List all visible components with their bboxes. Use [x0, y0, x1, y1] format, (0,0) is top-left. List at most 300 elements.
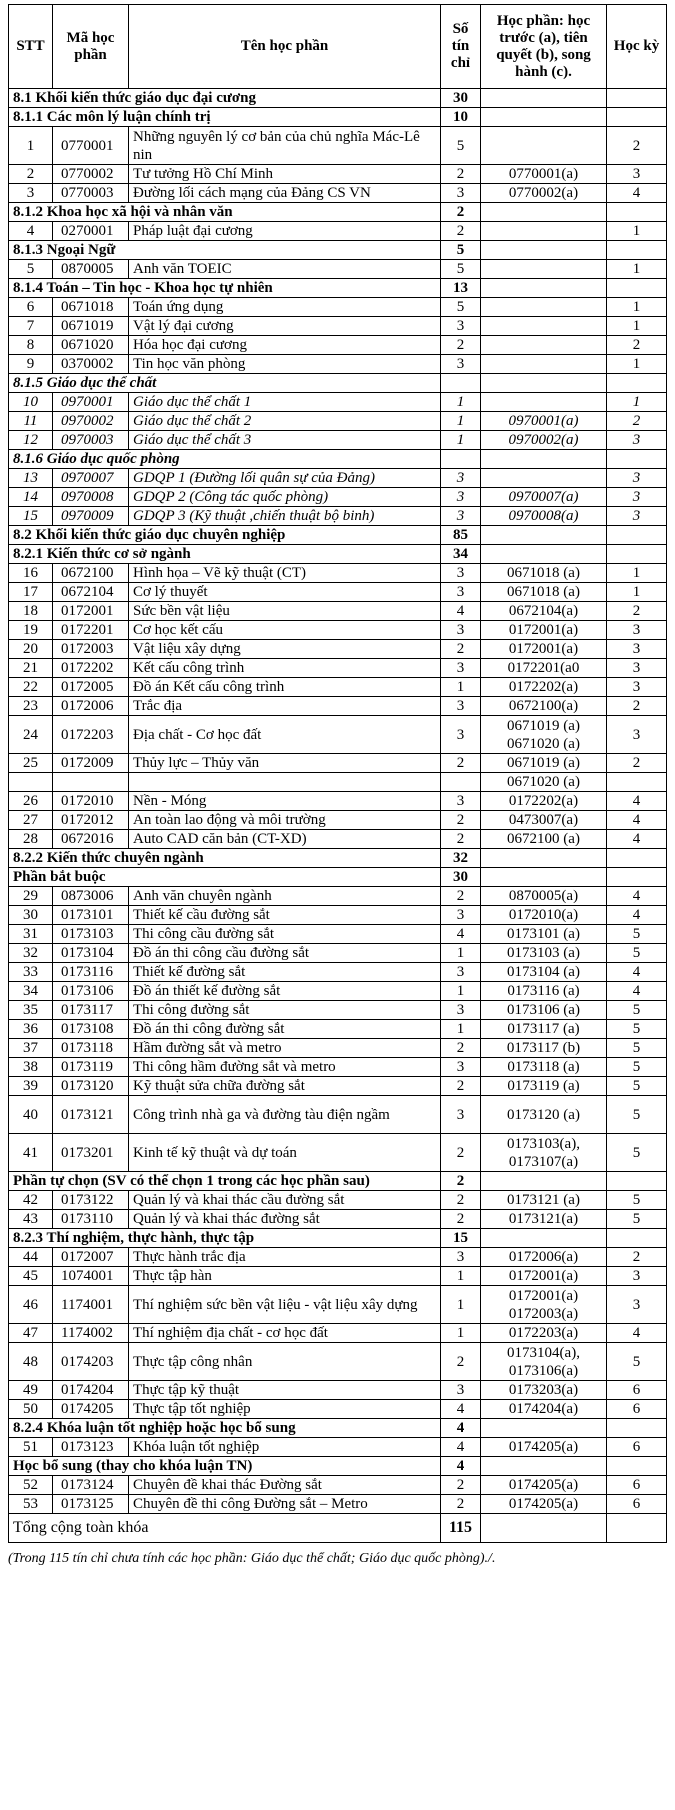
row-stt: 15 [9, 507, 53, 526]
row-stt: 5 [9, 260, 53, 279]
empty-cell [607, 241, 667, 260]
row-semester: 4 [607, 887, 667, 906]
row-course-name: Hầm đường sắt và metro [129, 1039, 441, 1058]
row-course-name: Thực hành trắc địa [129, 1248, 441, 1267]
row-course-name: Tin học văn phòng [129, 355, 441, 374]
row-stt: 18 [9, 602, 53, 621]
table-row [9, 260, 667, 279]
section-credits: 2 [441, 1172, 481, 1191]
table-row [9, 165, 667, 184]
row-stt: 38 [9, 1058, 53, 1077]
row-course-code: 0770002 [53, 165, 129, 184]
row-course-name: Thi công cầu đường sắt [129, 925, 441, 944]
row-prerequisites: 0173203(a) [481, 1381, 607, 1400]
row-course-name: Cơ lý thuyết [129, 583, 441, 602]
row-semester: 5 [607, 925, 667, 944]
row-course-code: 0173117 [53, 1001, 129, 1020]
row-credits: 2 [441, 1134, 481, 1172]
row-credits: 1 [441, 1324, 481, 1343]
row-course-code: 0173123 [53, 1438, 129, 1457]
row-prerequisites: 0173103(a), 0173107(a) [481, 1134, 607, 1172]
row-course-name: Khóa luận tốt nghiệp [129, 1438, 441, 1457]
row-credits: 3 [441, 488, 481, 507]
row-course-code: 0174204 [53, 1381, 129, 1400]
section-credits: 15 [441, 1229, 481, 1248]
section-row [9, 1457, 667, 1476]
row-prerequisites: 0970008(a) [481, 507, 607, 526]
empty-cell [607, 1457, 667, 1476]
table-row [9, 621, 667, 640]
row-stt: 34 [9, 982, 53, 1001]
section-credits [441, 374, 481, 393]
table-row [9, 317, 667, 336]
row-stt [9, 773, 53, 792]
row-semester: 2 [607, 602, 667, 621]
row-credits: 3 [441, 1381, 481, 1400]
row-course-code: 0173124 [53, 1476, 129, 1495]
row-prerequisites: 0173118 (a) [481, 1058, 607, 1077]
row-credits: 4 [441, 925, 481, 944]
row-credits: 2 [441, 165, 481, 184]
row-credits: 2 [441, 830, 481, 849]
row-stt: 16 [9, 564, 53, 583]
row-semester: 1 [607, 393, 667, 412]
row-credits: 1 [441, 1286, 481, 1324]
section-row [9, 203, 667, 222]
row-credits: 2 [441, 336, 481, 355]
row-semester: 1 [607, 222, 667, 241]
row-course-name: Đường lối cách mạng của Đảng CS VN [129, 184, 441, 203]
section-title: 8.1.2 Khoa học xã hội và nhân văn [9, 203, 441, 222]
row-stt: 32 [9, 944, 53, 963]
row-course-code: 0870005 [53, 260, 129, 279]
row-course-name: Thí nghiệm sức bền vật liệu - vật liệu xây dựng [129, 1286, 441, 1324]
row-course-name: Tư tưởng Hồ Chí Minh [129, 165, 441, 184]
empty-cell [481, 1457, 607, 1476]
row-prerequisites: 0173103 (a) [481, 944, 607, 963]
row-course-code: 0770001 [53, 127, 129, 165]
row-course-name: Đồ án thiết kế đường sắt [129, 982, 441, 1001]
row-stt: 50 [9, 1400, 53, 1419]
section-row [9, 241, 667, 260]
row-course-name: Đồ án Kết cấu công trình [129, 678, 441, 697]
header-prerequisites: Học phần: học trước (a), tiên quyết (b), song hành (c). [481, 5, 607, 89]
row-prerequisites [481, 336, 607, 355]
row-course-name: Giáo dục thể chất 1 [129, 393, 441, 412]
row-course-code: 0173101 [53, 906, 129, 925]
row-semester: 3 [607, 621, 667, 640]
row-prerequisites: 0172001(a) [481, 621, 607, 640]
row-stt: 6 [9, 298, 53, 317]
row-stt: 12 [9, 431, 53, 450]
row-stt: 27 [9, 811, 53, 830]
empty-cell [481, 203, 607, 222]
empty-cell [481, 1172, 607, 1191]
row-course-name: Thiết kế đường sắt [129, 963, 441, 982]
row-stt: 42 [9, 1191, 53, 1210]
row-credits: 5 [441, 260, 481, 279]
row-course-name: Thủy lực – Thủy văn [129, 754, 441, 773]
row-semester: 2 [607, 697, 667, 716]
row-credits: 3 [441, 184, 481, 203]
row-course-name: Đồ án thi công đường sắt [129, 1020, 441, 1039]
row-semester: 2 [607, 127, 667, 165]
section-row [9, 1172, 667, 1191]
section-title: 8.2.2 Kiến thức chuyên ngành [9, 849, 441, 868]
row-course-code: 0672100 [53, 564, 129, 583]
row-prerequisites: 0672100(a) [481, 697, 607, 716]
row-course-name: Quản lý và khai thác cầu đường sắt [129, 1191, 441, 1210]
row-prerequisites [481, 469, 607, 488]
row-course-name: Những nguyên lý cơ bản của chủ nghĩa Mác-Lê nin [129, 127, 441, 165]
row-stt: 46 [9, 1286, 53, 1324]
row-credits: 3 [441, 317, 481, 336]
row-prerequisites: 0671018 (a) [481, 583, 607, 602]
row-course-code: 0173108 [53, 1020, 129, 1039]
table-row [9, 1077, 667, 1096]
row-credits: 2 [441, 1191, 481, 1210]
row-course-name: Quản lý và khai thác đường sắt [129, 1210, 441, 1229]
row-course-name: Thí nghiệm địa chất - cơ học đất [129, 1324, 441, 1343]
section-row [9, 849, 667, 868]
row-semester: 4 [607, 906, 667, 925]
row-credits: 1 [441, 393, 481, 412]
row-course-name: Thi công hầm đường sắt và metro [129, 1058, 441, 1077]
row-semester: 4 [607, 982, 667, 1001]
table-row [9, 830, 667, 849]
row-prerequisites: 0770001(a) [481, 165, 607, 184]
table-row [9, 982, 667, 1001]
row-course-code: 0172005 [53, 678, 129, 697]
row-stt: 53 [9, 1495, 53, 1514]
row-stt: 31 [9, 925, 53, 944]
footnote: (Trong 115 tín chỉ chưa tính các học phần: Giáo dục thể chất; Giáo dục quốc phòng)./. [8, 1551, 496, 1566]
table-row [9, 488, 667, 507]
row-semester: 2 [607, 412, 667, 431]
row-stt: 19 [9, 621, 53, 640]
row-stt: 9 [9, 355, 53, 374]
table-row [9, 355, 667, 374]
row-course-name: GDQP 3 (Kỹ thuật ,chiến thuật bộ binh) [129, 507, 441, 526]
empty-cell [607, 1172, 667, 1191]
row-prerequisites: 0672100 (a) [481, 830, 607, 849]
row-credits: 1 [441, 944, 481, 963]
section-title: Học bổ sung (thay cho khóa luận TN) [9, 1457, 441, 1476]
row-prerequisites: 0172001(a) [481, 1267, 607, 1286]
table-row [9, 412, 667, 431]
row-course-code: 0970009 [53, 507, 129, 526]
row-course-code: 0172007 [53, 1248, 129, 1267]
table-row [9, 1210, 667, 1229]
section-credits: 2 [441, 203, 481, 222]
table-header-row [9, 5, 667, 89]
row-credits: 1 [441, 431, 481, 450]
empty-cell [481, 374, 607, 393]
row-credits: 3 [441, 792, 481, 811]
row-prerequisites: 0173117 (a) [481, 1020, 607, 1039]
row-credits: 2 [441, 1039, 481, 1058]
row-course-name: Kinh tế kỹ thuật và dự toán [129, 1134, 441, 1172]
row-semester: 2 [607, 336, 667, 355]
table-row [9, 1381, 667, 1400]
empty-cell [607, 1514, 667, 1543]
table-row [9, 1096, 667, 1134]
curriculum-table [8, 4, 667, 1543]
row-stt: 44 [9, 1248, 53, 1267]
row-course-code: 0173116 [53, 963, 129, 982]
row-credits: 2 [441, 222, 481, 241]
section-title: 8.1.6 Giáo dục quốc phòng [9, 450, 441, 469]
empty-cell [607, 849, 667, 868]
row-credits: 3 [441, 583, 481, 602]
row-credits: 2 [441, 1476, 481, 1495]
row-course-code: 0172001 [53, 602, 129, 621]
row-stt: 11 [9, 412, 53, 431]
section-row [9, 868, 667, 887]
row-prerequisites: 0671019 (a) [481, 754, 607, 773]
table-row [9, 754, 667, 773]
header-credits: Số tín chỉ [441, 5, 481, 89]
row-course-code: 0173118 [53, 1039, 129, 1058]
section-row [9, 450, 667, 469]
row-stt: 40 [9, 1096, 53, 1134]
section-credits: 13 [441, 279, 481, 298]
row-semester: 5 [607, 1134, 667, 1172]
table-row [9, 1324, 667, 1343]
section-credits: 4 [441, 1419, 481, 1438]
curriculum-document [8, 4, 666, 1567]
row-stt: 48 [9, 1343, 53, 1381]
row-credits: 3 [441, 469, 481, 488]
row-course-code: 0671018 [53, 298, 129, 317]
section-credits: 10 [441, 108, 481, 127]
table-row [9, 222, 667, 241]
empty-cell [481, 1229, 607, 1248]
row-stt: 10 [9, 393, 53, 412]
row-course-code: 0172201 [53, 621, 129, 640]
row-credits: 2 [441, 640, 481, 659]
row-course-name [129, 773, 441, 792]
row-course-code: 0172202 [53, 659, 129, 678]
header-semester: Học kỳ [607, 5, 667, 89]
section-title: 8.1 Khối kiến thức giáo dục đại cương [9, 89, 441, 108]
row-stt: 41 [9, 1134, 53, 1172]
table-row [9, 1495, 667, 1514]
section-row [9, 89, 667, 108]
row-course-name: Thực tập tốt nghiệp [129, 1400, 441, 1419]
table-row [9, 1248, 667, 1267]
row-course-code: 0671020 [53, 336, 129, 355]
row-semester: 4 [607, 963, 667, 982]
empty-cell [607, 279, 667, 298]
table-row [9, 906, 667, 925]
row-course-code: 0173201 [53, 1134, 129, 1172]
row-stt: 35 [9, 1001, 53, 1020]
section-title: 8.2.4 Khóa luận tốt nghiệp hoặc học bổ sung [9, 1419, 441, 1438]
empty-cell [481, 1419, 607, 1438]
table-row [9, 184, 667, 203]
header-course-code: Mã học phần [53, 5, 129, 89]
section-title: Phần tự chọn (SV có thể chọn 1 trong các học phần sau) [9, 1172, 441, 1191]
empty-cell [607, 1419, 667, 1438]
empty-cell [607, 1229, 667, 1248]
row-prerequisites: 0172006(a) [481, 1248, 607, 1267]
empty-cell [481, 545, 607, 564]
row-semester: 5 [607, 1096, 667, 1134]
row-credits: 1 [441, 678, 481, 697]
row-prerequisites: 0671020 (a) [481, 773, 607, 792]
table-row [9, 298, 667, 317]
row-credits: 4 [441, 1400, 481, 1419]
row-semester: 4 [607, 792, 667, 811]
section-credits: 32 [441, 849, 481, 868]
empty-cell [481, 241, 607, 260]
row-credits: 1 [441, 1020, 481, 1039]
empty-cell [607, 450, 667, 469]
section-credits: 30 [441, 868, 481, 887]
row-semester: 3 [607, 488, 667, 507]
empty-cell [481, 279, 607, 298]
row-stt: 37 [9, 1039, 53, 1058]
row-course-name: Kỹ thuật sửa chữa đường sắt [129, 1077, 441, 1096]
row-stt: 25 [9, 754, 53, 773]
row-credits: 3 [441, 1248, 481, 1267]
row-course-code: 0174205 [53, 1400, 129, 1419]
row-credits: 2 [441, 754, 481, 773]
row-credits: 3 [441, 355, 481, 374]
row-credits: 1 [441, 412, 481, 431]
row-course-code: 0173104 [53, 944, 129, 963]
table-row [9, 564, 667, 583]
row-stt: 52 [9, 1476, 53, 1495]
row-course-code: 0770003 [53, 184, 129, 203]
row-semester: 6 [607, 1381, 667, 1400]
table-row [9, 1438, 667, 1457]
row-semester: 3 [607, 640, 667, 659]
empty-cell [607, 108, 667, 127]
table-row [9, 659, 667, 678]
section-credits: 5 [441, 241, 481, 260]
row-prerequisites [481, 127, 607, 165]
empty-cell [481, 868, 607, 887]
row-course-code: 0270001 [53, 222, 129, 241]
row-semester: 5 [607, 1039, 667, 1058]
row-credits: 3 [441, 621, 481, 640]
table-row [9, 469, 667, 488]
row-course-code: 0173110 [53, 1210, 129, 1229]
row-course-code: 1174001 [53, 1286, 129, 1324]
table-row [9, 792, 667, 811]
section-row [9, 526, 667, 545]
row-prerequisites: 0173121(a) [481, 1210, 607, 1229]
row-semester: 3 [607, 1286, 667, 1324]
row-stt: 23 [9, 697, 53, 716]
row-course-name: Chuyên đề khai thác Đường sắt [129, 1476, 441, 1495]
row-course-code: 0970003 [53, 431, 129, 450]
row-prerequisites: 0671018 (a) [481, 564, 607, 583]
row-course-name: Thi công đường sắt [129, 1001, 441, 1020]
row-prerequisites: 0671019 (a) 0671020 (a) [481, 716, 607, 754]
row-semester: 3 [607, 659, 667, 678]
header-course-name: Tên học phần [129, 5, 441, 89]
row-course-name: Giáo dục thể chất 3 [129, 431, 441, 450]
row-credits: 1 [441, 982, 481, 1001]
row-semester: 4 [607, 830, 667, 849]
row-credits: 2 [441, 1343, 481, 1381]
row-stt: 43 [9, 1210, 53, 1229]
row-prerequisites: 0173121 (a) [481, 1191, 607, 1210]
empty-cell [481, 1514, 607, 1543]
row-semester: 3 [607, 1267, 667, 1286]
row-stt: 45 [9, 1267, 53, 1286]
row-stt: 30 [9, 906, 53, 925]
row-course-code: 0172006 [53, 697, 129, 716]
row-stt: 47 [9, 1324, 53, 1343]
row-course-code: 0174203 [53, 1343, 129, 1381]
section-row [9, 108, 667, 127]
table-row [9, 336, 667, 355]
empty-cell [481, 89, 607, 108]
table-row [9, 925, 667, 944]
empty-cell [607, 545, 667, 564]
table-row [9, 811, 667, 830]
row-credits: 2 [441, 1210, 481, 1229]
row-prerequisites: 0970007(a) [481, 488, 607, 507]
section-credits [441, 450, 481, 469]
table-row [9, 678, 667, 697]
row-semester: 3 [607, 716, 667, 754]
table-row [9, 773, 667, 792]
row-prerequisites: 0172001(a) 0172003(a) [481, 1286, 607, 1324]
row-course-name: Trắc địa [129, 697, 441, 716]
table-row [9, 640, 667, 659]
section-title: 8.1.1 Các môn lý luận chính trị [9, 108, 441, 127]
table-row [9, 1001, 667, 1020]
row-course-code: 0173106 [53, 982, 129, 1001]
row-course-code: 0173103 [53, 925, 129, 944]
section-row [9, 374, 667, 393]
row-credits: 4 [441, 602, 481, 621]
empty-cell [607, 203, 667, 222]
row-stt: 4 [9, 222, 53, 241]
row-stt: 13 [9, 469, 53, 488]
table-row [9, 1267, 667, 1286]
row-prerequisites: 0173104(a), 0173106(a) [481, 1343, 607, 1381]
row-course-code: 0173125 [53, 1495, 129, 1514]
table-row [9, 507, 667, 526]
table-row [9, 1343, 667, 1381]
table-row [9, 697, 667, 716]
row-semester: 2 [607, 754, 667, 773]
row-semester: 1 [607, 260, 667, 279]
row-stt: 36 [9, 1020, 53, 1039]
row-prerequisites [481, 393, 607, 412]
row-prerequisites: 0172201(a0 [481, 659, 607, 678]
table-row [9, 1134, 667, 1172]
row-semester: 2 [607, 1248, 667, 1267]
table-row [9, 127, 667, 165]
section-credits: 34 [441, 545, 481, 564]
row-semester: 5 [607, 1020, 667, 1039]
row-course-name: Thực tập hàn [129, 1267, 441, 1286]
section-row [9, 545, 667, 564]
row-course-code: 0172012 [53, 811, 129, 830]
empty-cell [481, 526, 607, 545]
row-prerequisites [481, 260, 607, 279]
row-stt: 22 [9, 678, 53, 697]
row-stt: 3 [9, 184, 53, 203]
row-prerequisites: 0173116 (a) [481, 982, 607, 1001]
